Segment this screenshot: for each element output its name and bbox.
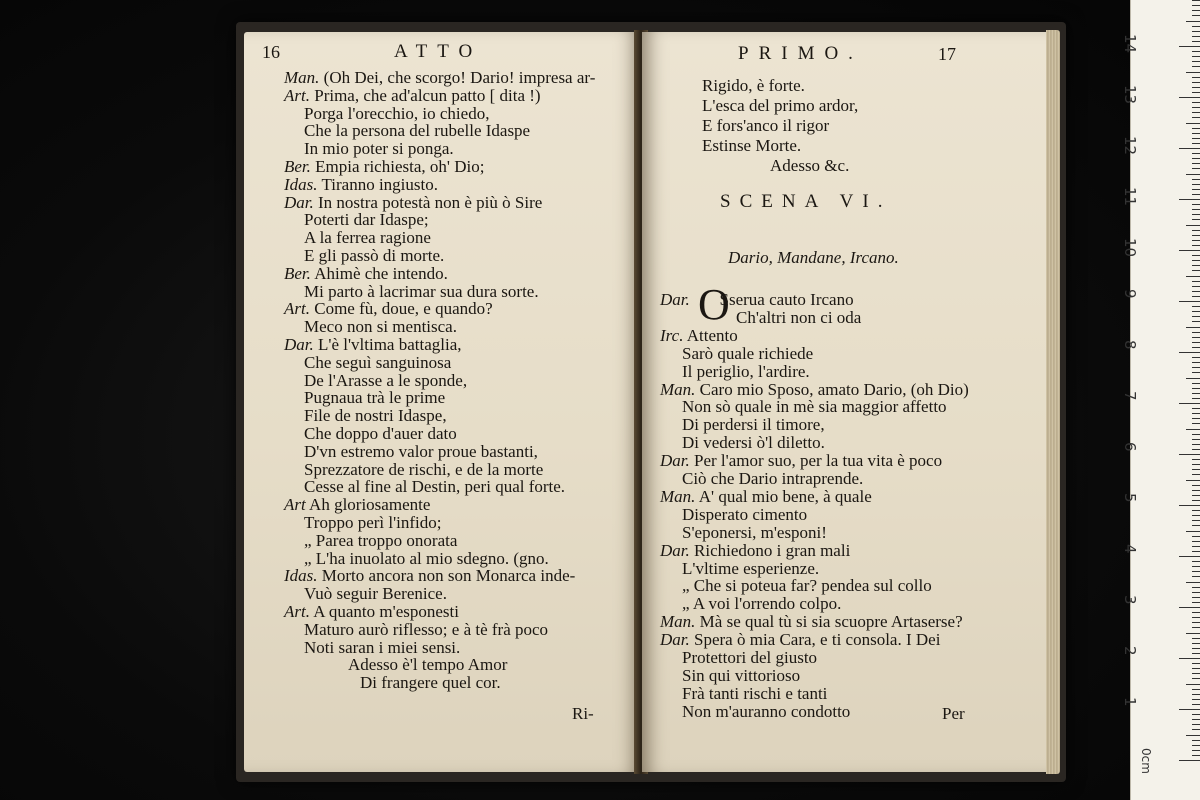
ruler-tick bbox=[1192, 265, 1200, 266]
ruler-tick bbox=[1192, 66, 1200, 67]
ruler-tick bbox=[1179, 250, 1200, 251]
ruler-tick bbox=[1192, 214, 1200, 215]
ruler-tick bbox=[1192, 546, 1200, 547]
ruler-tick bbox=[1192, 10, 1200, 11]
ruler-tick bbox=[1179, 556, 1200, 557]
page-number-right: 17 bbox=[938, 44, 956, 64]
ruler-tick bbox=[1192, 668, 1200, 669]
speaker-label: Dar. bbox=[660, 540, 690, 560]
ruler-tick bbox=[1192, 240, 1200, 241]
ruler-tick bbox=[1192, 51, 1200, 52]
page-number-left: 16 bbox=[262, 42, 280, 62]
verse-text: Che doppo d'auer dato bbox=[304, 424, 457, 443]
ruler-tick bbox=[1192, 77, 1200, 78]
speaker-label: Dar. bbox=[660, 290, 690, 309]
speaker-label: Art. bbox=[284, 85, 310, 105]
ruler-tick bbox=[1192, 133, 1200, 134]
ruler-tick bbox=[1186, 225, 1200, 226]
ruler-tick bbox=[1192, 602, 1200, 603]
ruler-tick bbox=[1192, 388, 1200, 389]
ruler-tick bbox=[1192, 536, 1200, 537]
catchword-left: Ri- bbox=[572, 704, 594, 723]
ruler-tick bbox=[1192, 485, 1200, 486]
ruler-tick bbox=[1192, 383, 1200, 384]
ruler-tick bbox=[1192, 694, 1200, 695]
ruler-tick bbox=[1192, 102, 1200, 103]
text-line: L'esca del primo ardor, bbox=[702, 96, 859, 115]
verse-text: „ Che si poteua far? pendea sul collo bbox=[682, 576, 932, 596]
ruler-tick bbox=[1179, 505, 1200, 506]
speaker-label: Irc. bbox=[660, 325, 684, 345]
ruler-tick bbox=[1192, 393, 1200, 394]
verse-text: Noti saran i miei sensi. bbox=[304, 637, 461, 657]
ruler-tick bbox=[1192, 311, 1200, 312]
verse-text: Attento bbox=[686, 325, 738, 345]
verse-text: E gli passò di morte. bbox=[304, 246, 445, 265]
verse-text: Ciò che Dario intraprende. bbox=[682, 469, 864, 488]
verse-text: „ L'ha inuolato al mio sdegno. (gno. bbox=[304, 548, 549, 568]
text-line bbox=[736, 308, 861, 328]
ruler-tick bbox=[1192, 643, 1200, 644]
ruler-tick bbox=[1192, 541, 1200, 542]
ruler-number: 1 bbox=[1121, 697, 1139, 707]
ruler-tick bbox=[1192, 576, 1200, 577]
verse-text: De l'Arasse a le sponde, bbox=[304, 370, 468, 390]
text-line bbox=[360, 673, 501, 693]
ruler-tick bbox=[1192, 520, 1200, 521]
verse-text: Ahimè che intendo. bbox=[314, 263, 448, 283]
verse-text: Vuò seguir Berenice. bbox=[304, 584, 447, 604]
ruler-tick bbox=[1192, 653, 1200, 654]
ruler-tick bbox=[1192, 179, 1200, 180]
verse-text: Ah gloriosamente bbox=[309, 495, 431, 515]
ruler-tick bbox=[1192, 41, 1200, 42]
verse-text: Empia richiesta, oh' Dio; bbox=[315, 157, 485, 176]
ruler-tick bbox=[1192, 490, 1200, 491]
ruler-tick bbox=[1192, 306, 1200, 307]
ruler-tick bbox=[1192, 439, 1200, 440]
verse-text: Di perdersi il timore, bbox=[682, 415, 825, 435]
verse-text: S'eponersi, m'esponi! bbox=[682, 522, 827, 542]
ruler-tick bbox=[1192, 5, 1200, 6]
ruler-tick bbox=[1179, 352, 1200, 353]
verse-text: Morto ancora non son Monarca inde- bbox=[321, 566, 576, 586]
verse-text: File de nostri Idaspe, bbox=[304, 406, 447, 426]
speaker-label: Idas. bbox=[284, 566, 318, 586]
speaker-label: Dar. bbox=[284, 192, 314, 212]
ruler-tick bbox=[1192, 673, 1200, 674]
ruler-tick bbox=[1192, 61, 1200, 62]
verse-text: Mi parto à lacrimar sua dura sorte. bbox=[304, 281, 539, 301]
ruler-tick bbox=[1192, 56, 1200, 57]
ruler-tick bbox=[1192, 597, 1200, 598]
verse-text: „ Parea troppo onorata bbox=[304, 530, 458, 550]
ruler-tick bbox=[1192, 515, 1200, 516]
ruler-tick bbox=[1192, 638, 1200, 639]
verse-text: In nostra potestà non è più ò Sire bbox=[318, 192, 543, 212]
ruler-tick bbox=[1179, 148, 1200, 149]
ruler-tick bbox=[1192, 719, 1200, 720]
ruler-tick bbox=[1192, 347, 1200, 348]
ruler-tick bbox=[1179, 301, 1200, 302]
ruler-tick bbox=[1192, 138, 1200, 139]
ruler-tick bbox=[1186, 480, 1200, 481]
ruler-tick bbox=[1192, 464, 1200, 465]
verse-text: Sprezzatore de rischi, e de la morte bbox=[304, 459, 544, 479]
ruler-number: 9 bbox=[1121, 289, 1139, 299]
ruler-tick bbox=[1192, 281, 1200, 282]
speaker-label: Man. bbox=[660, 379, 696, 399]
ruler-tick bbox=[1192, 566, 1200, 567]
speaker-label: Art. bbox=[284, 299, 310, 319]
ruler-tick bbox=[1192, 342, 1200, 343]
ruler-tick bbox=[1192, 459, 1200, 460]
ruler-tick bbox=[1192, 418, 1200, 419]
ruler-tick bbox=[1192, 500, 1200, 501]
ruler-tick bbox=[1186, 174, 1200, 175]
measuring-ruler bbox=[1121, 0, 1200, 800]
verse-text: Sserua cauto Ircano bbox=[719, 290, 854, 309]
text-line: E fors'anco il rigor bbox=[702, 116, 830, 135]
ruler-tick bbox=[1192, 128, 1200, 129]
ruler-tick bbox=[1192, 184, 1200, 185]
verse-text: A la ferrea ragione bbox=[304, 228, 431, 248]
ruler-tick bbox=[1192, 444, 1200, 445]
ruler-number: 7 bbox=[1121, 391, 1139, 401]
ruler-tick bbox=[1186, 582, 1200, 583]
verse-text: Il periglio, l'ardire. bbox=[682, 361, 810, 381]
ruler-tick bbox=[1192, 235, 1200, 236]
speaker-label: Idas. bbox=[284, 174, 318, 194]
ruler-tick bbox=[1192, 745, 1200, 746]
verse-text: Per l'amor suo, per la tua vita è poco bbox=[694, 451, 943, 471]
ruler-tick bbox=[1192, 474, 1200, 475]
ruler-tick bbox=[1192, 92, 1200, 93]
ruler-unit-label: 0cm bbox=[1139, 748, 1153, 774]
text-line: Rigido, è forte. bbox=[702, 76, 805, 95]
ruler-number: 2 bbox=[1121, 646, 1139, 656]
ruler-tick bbox=[1192, 495, 1200, 496]
ruler-tick bbox=[1192, 168, 1200, 169]
ruler-tick bbox=[1192, 82, 1200, 83]
ruler-tick bbox=[1192, 663, 1200, 664]
ruler-tick bbox=[1192, 755, 1200, 756]
ruler-tick bbox=[1192, 648, 1200, 649]
verse-text: Come fù, doue, e quando? bbox=[314, 299, 493, 319]
verse-text: A' qual mio bene, à quale bbox=[698, 486, 872, 506]
ruler-tick bbox=[1186, 735, 1200, 736]
ruler-tick bbox=[1192, 15, 1200, 16]
verse-text: Che la persona del rubelle Idaspe bbox=[304, 121, 531, 141]
verse-text: Protettori del giusto bbox=[682, 648, 818, 667]
ruler-tick bbox=[1192, 117, 1200, 118]
verse-text: Caro mio Sposo, amato Dario, (oh Dio) bbox=[699, 379, 969, 399]
ruler-tick bbox=[1192, 36, 1200, 37]
ruler-tick bbox=[1192, 413, 1200, 414]
ruler-tick bbox=[1192, 321, 1200, 322]
verse-text: (Oh Dei, che scorgo! Dario! impresa ar- bbox=[323, 68, 596, 87]
verse-text: Sarò quale richiede bbox=[682, 343, 814, 363]
ruler-tick bbox=[1186, 429, 1200, 430]
verse-text: Pugnaua trà le prime bbox=[304, 388, 446, 408]
ruler-tick bbox=[1186, 378, 1200, 379]
verse-text: Che seguì sanguinosa bbox=[304, 352, 452, 372]
verse-text: Non sò quale in mè sia maggior affetto bbox=[682, 397, 947, 417]
ruler-tick bbox=[1192, 270, 1200, 271]
catchword-right: Per bbox=[942, 704, 965, 723]
running-header-right: PRIMO. bbox=[738, 43, 863, 64]
ruler-tick bbox=[1192, 627, 1200, 628]
ruler-tick bbox=[1192, 230, 1200, 231]
verse-text: Spera ò mia Cara, e ti consola. I Dei bbox=[694, 630, 941, 650]
ruler-tick bbox=[1192, 112, 1200, 113]
ruler-tick bbox=[1186, 276, 1200, 277]
ruler-number: 12 bbox=[1121, 136, 1139, 156]
ruler-tick bbox=[1192, 357, 1200, 358]
ruler-tick bbox=[1192, 372, 1200, 373]
ruler-tick bbox=[1186, 531, 1200, 532]
ruler-tick bbox=[1192, 729, 1200, 730]
ruler-tick bbox=[1192, 31, 1200, 32]
ruler-number: 8 bbox=[1121, 340, 1139, 350]
verse-text: L'è l'vltima battaglia, bbox=[318, 335, 462, 354]
ruler-tick bbox=[1192, 750, 1200, 751]
ruler-tick bbox=[1192, 209, 1200, 210]
ruler-tick bbox=[1192, 316, 1200, 317]
ruler-tick bbox=[1179, 199, 1200, 200]
speaker-label: Dar. bbox=[284, 335, 314, 354]
verse-text: „ A voi l'orrendo colpo. bbox=[682, 594, 842, 614]
verse-text: Non m'auranno condotto bbox=[682, 701, 851, 721]
ruler-tick bbox=[1192, 398, 1200, 399]
verse-text: L'vltime esperienze. bbox=[682, 558, 820, 578]
ruler-tick bbox=[1186, 123, 1200, 124]
ruler-tick bbox=[1192, 286, 1200, 287]
ruler-tick bbox=[1192, 561, 1200, 562]
speaker-label: Ber. bbox=[284, 263, 311, 283]
verse-text: In mio poter si ponga. bbox=[304, 139, 454, 159]
speaker-label: Man. bbox=[660, 486, 696, 506]
ruler-tick bbox=[1192, 525, 1200, 526]
ruler-tick bbox=[1192, 189, 1200, 190]
ruler-tick bbox=[1192, 449, 1200, 450]
verse-text: Disperato cimento bbox=[682, 504, 808, 524]
ruler-tick bbox=[1179, 658, 1200, 659]
verse-text: Cesse al fine al Destin, peri qual forte. bbox=[304, 477, 566, 497]
ruler-tick bbox=[1192, 423, 1200, 424]
ruler-number: 14 bbox=[1121, 34, 1139, 54]
ruler-tick bbox=[1192, 678, 1200, 679]
ruler-tick bbox=[1179, 607, 1200, 608]
ruler-tick bbox=[1192, 260, 1200, 261]
speaker-label: Art bbox=[284, 495, 306, 515]
ruler-tick bbox=[1192, 158, 1200, 159]
ruler-tick bbox=[1179, 46, 1200, 47]
ruler-tick bbox=[1192, 337, 1200, 338]
ruler-tick bbox=[1192, 255, 1200, 256]
verse-text: Adesso è'l tempo Amor bbox=[348, 655, 508, 675]
ruler-tick bbox=[1192, 408, 1200, 409]
verse-text: Frà tanti rischi e tanti bbox=[682, 683, 828, 703]
right-page bbox=[642, 32, 1056, 772]
ruler-tick bbox=[1179, 760, 1200, 761]
ruler-tick bbox=[1192, 332, 1200, 333]
ruler-tick bbox=[1192, 362, 1200, 363]
ruler-tick bbox=[1192, 204, 1200, 205]
verse-text: D'vn estremo valor proue bastanti, bbox=[304, 441, 538, 461]
ruler-tick bbox=[1192, 0, 1200, 1]
drop-cap: O bbox=[698, 280, 730, 329]
ruler-tick bbox=[1192, 724, 1200, 725]
ruler-tick bbox=[1192, 143, 1200, 144]
left-page bbox=[244, 32, 638, 772]
ruler-tick bbox=[1192, 26, 1200, 27]
speaker-label: Man. bbox=[660, 612, 696, 632]
verse-text: Poterti dar Idaspe; bbox=[304, 210, 429, 230]
speaker-label: Ber. bbox=[284, 157, 311, 176]
verse-text: Troppo perì l'infido; bbox=[304, 513, 442, 532]
ruler-tick bbox=[1179, 709, 1200, 710]
ruler-tick bbox=[1192, 622, 1200, 623]
ruler-number: 6 bbox=[1121, 442, 1139, 452]
ruler-tick bbox=[1179, 97, 1200, 98]
ruler-tick bbox=[1192, 699, 1200, 700]
scene-characters: Dario, Mandane, Ircano. bbox=[728, 248, 899, 267]
speaker-label: Man. bbox=[284, 68, 320, 87]
ruler-tick bbox=[1192, 194, 1200, 195]
text-line: Estinse Morte. bbox=[702, 136, 802, 155]
ruler-tick bbox=[1192, 367, 1200, 368]
verse-text: Di vedersi ò'l diletto. bbox=[682, 433, 825, 453]
verse-text: Maturo aurò riflesso; e à tè frà poco bbox=[304, 619, 549, 639]
running-header-left: ATTO bbox=[394, 41, 483, 62]
ruler-tick bbox=[1192, 612, 1200, 613]
ruler-tick bbox=[1192, 219, 1200, 220]
ruler-tick bbox=[1192, 510, 1200, 511]
page-edges bbox=[1046, 30, 1060, 774]
ruler-tick bbox=[1186, 21, 1200, 22]
verse-text: Prima, che ad'alcun patto [ dita !) bbox=[314, 85, 541, 105]
ruler-tick bbox=[1192, 291, 1200, 292]
speaker-label: Art. bbox=[284, 602, 310, 621]
ruler-tick bbox=[1192, 740, 1200, 741]
ruler-tick bbox=[1192, 245, 1200, 246]
text-line: Adesso &c. bbox=[770, 156, 850, 175]
ruler-tick bbox=[1186, 633, 1200, 634]
ruler-number: 3 bbox=[1121, 595, 1139, 605]
verse-text: Meco non si mentisca. bbox=[304, 317, 457, 337]
ruler-number: 5 bbox=[1121, 493, 1139, 503]
ruler-tick bbox=[1192, 714, 1200, 715]
ruler-number: 11 bbox=[1121, 187, 1139, 207]
speaker-label: Dar. bbox=[660, 451, 690, 471]
verse-text: Richiedono i gran mali bbox=[694, 540, 851, 560]
ruler-tick bbox=[1192, 163, 1200, 164]
ruler-tick bbox=[1192, 296, 1200, 297]
verse-text: A quanto m'esponesti bbox=[313, 602, 459, 621]
ruler-tick bbox=[1192, 617, 1200, 618]
verse-text: Tiranno ingiusto. bbox=[321, 174, 438, 194]
ruler-tick bbox=[1186, 327, 1200, 328]
verse-text: Ch'altri non ci oda bbox=[736, 307, 862, 327]
ruler-number: 4 bbox=[1121, 544, 1139, 554]
text-line bbox=[682, 702, 850, 722]
ruler-tick bbox=[1192, 551, 1200, 552]
ruler-tick bbox=[1192, 587, 1200, 588]
ruler-tick bbox=[1186, 72, 1200, 73]
verse-text: Mà se qual tù si sia scuopre Artaserse? bbox=[699, 612, 963, 632]
verse-text: Sin qui vittorioso bbox=[682, 665, 801, 685]
ruler-tick bbox=[1179, 454, 1200, 455]
speaker-label: Dar. bbox=[660, 630, 690, 650]
ruler-tick bbox=[1179, 403, 1200, 404]
ruler-tick bbox=[1192, 107, 1200, 108]
ruler-tick bbox=[1192, 153, 1200, 154]
ruler-tick bbox=[1192, 571, 1200, 572]
ruler-tick bbox=[1192, 592, 1200, 593]
ruler-tick bbox=[1192, 689, 1200, 690]
verse-text: Di frangere quel cor. bbox=[360, 673, 501, 693]
ruler-number: 13 bbox=[1121, 85, 1139, 105]
scene-title: SCENA VI. bbox=[720, 191, 892, 212]
ruler-tick bbox=[1192, 87, 1200, 88]
ruler-tick bbox=[1186, 684, 1200, 685]
ruler-tick bbox=[1192, 434, 1200, 435]
ruler-number: 10 bbox=[1121, 238, 1139, 258]
ruler-tick bbox=[1192, 469, 1200, 470]
verse-text: Porga l'orecchio, io chiedo, bbox=[304, 103, 490, 123]
ruler-tick bbox=[1192, 704, 1200, 705]
